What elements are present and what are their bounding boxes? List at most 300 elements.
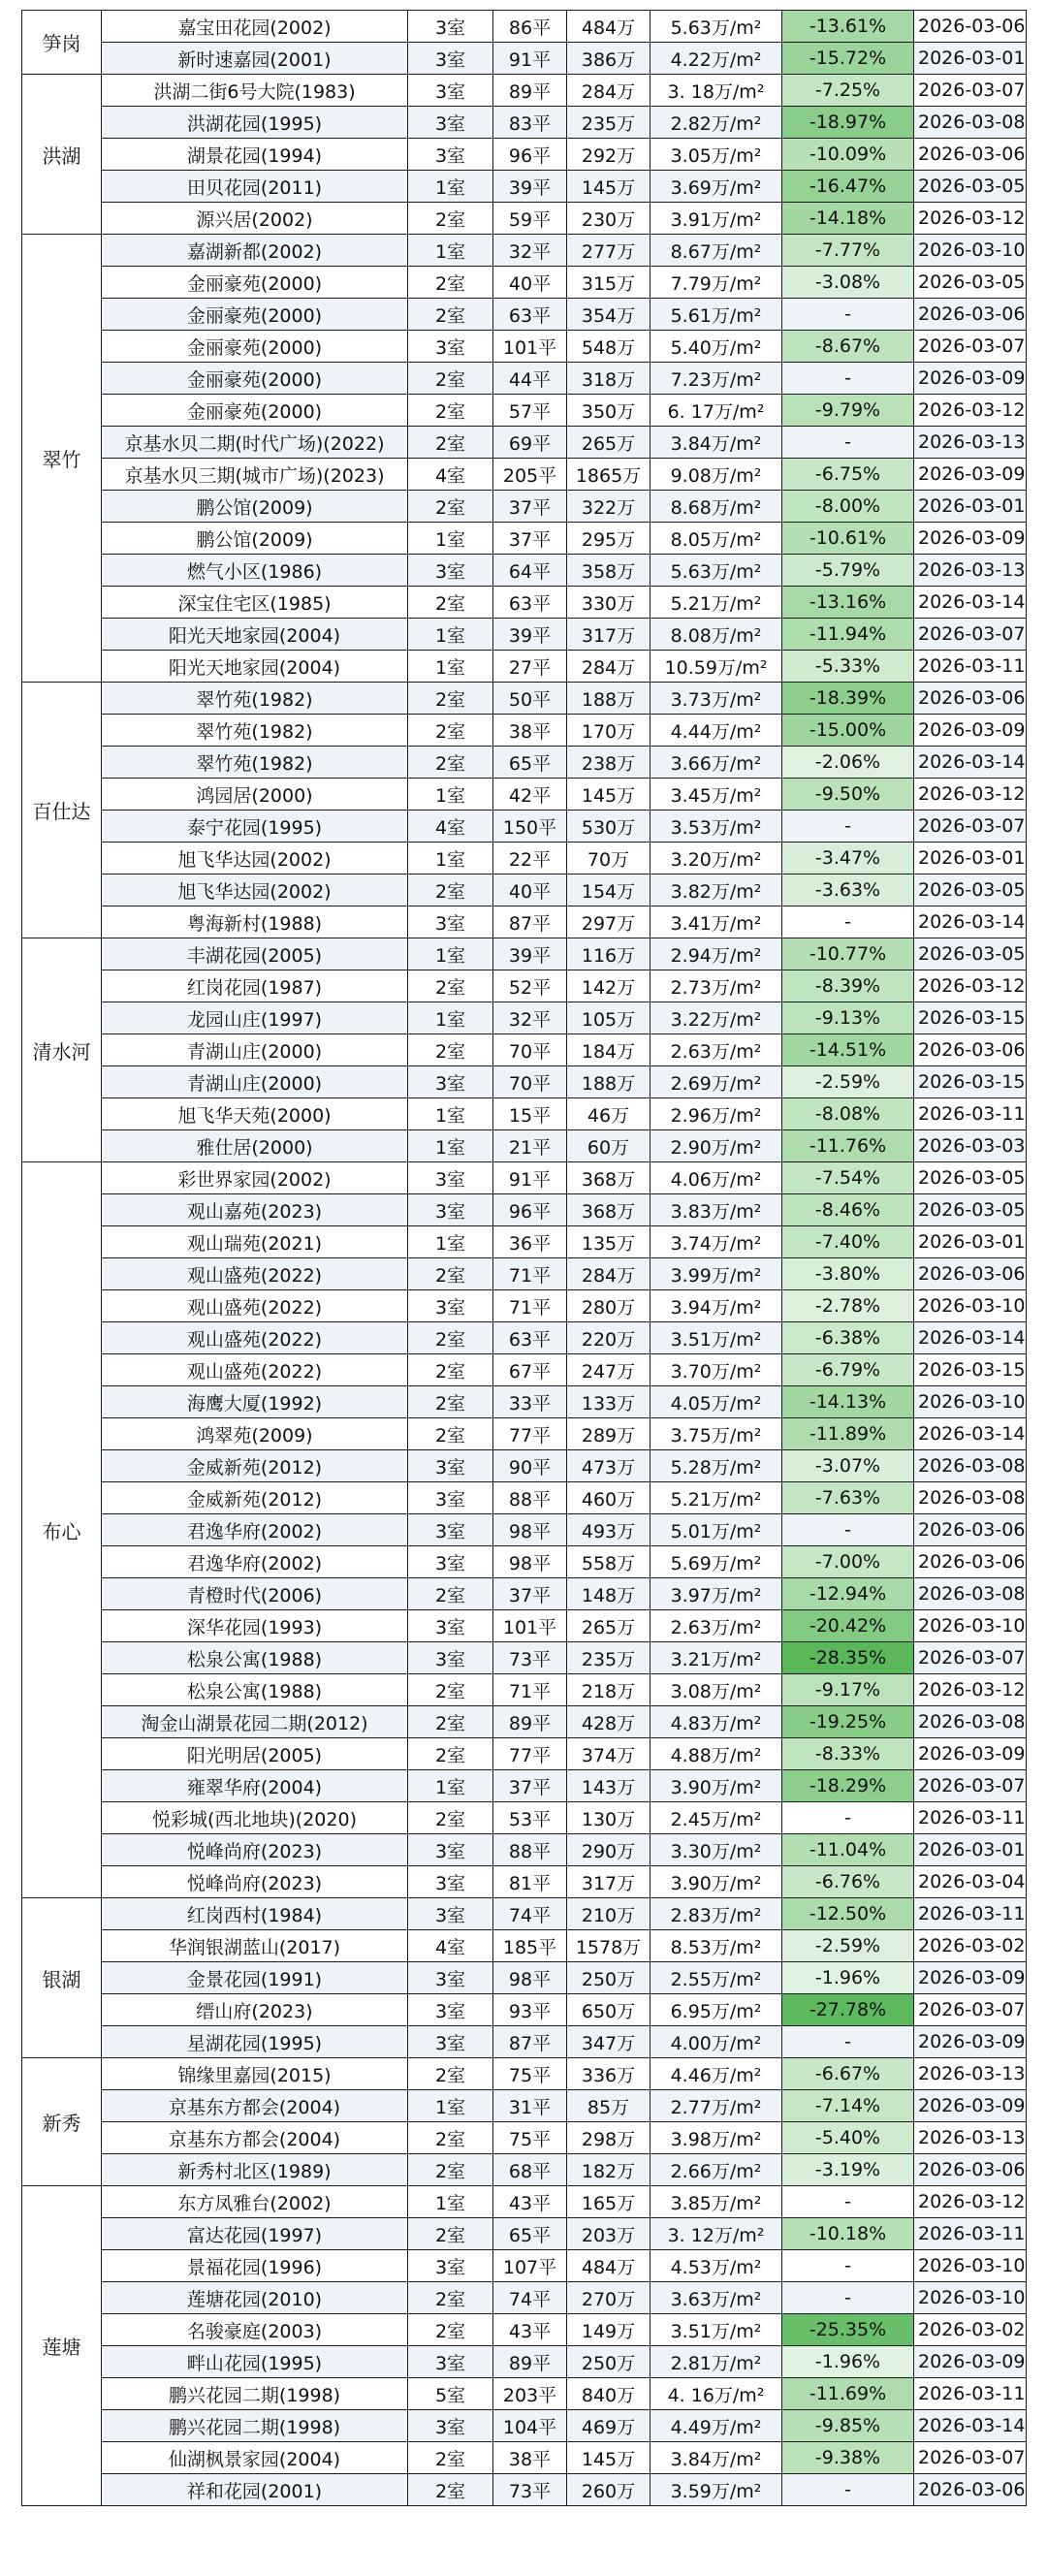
table-row — [22, 1162, 1027, 1194]
unit-price-cell: 3.99万/m² — [650, 1258, 782, 1290]
table-row — [22, 1642, 1027, 1674]
total-price-cell: 530万 — [567, 811, 650, 843]
table-row — [22, 491, 1027, 523]
listing-date-cell: 2026-03-11 — [914, 1802, 1027, 1834]
area-cell: 89平 — [493, 75, 567, 107]
area-cell: 38平 — [493, 715, 567, 747]
unit-price-cell: 2.55万/m² — [650, 1962, 782, 1994]
community-name-cell: 旭飞华达园(2002) — [102, 875, 408, 906]
unit-price-cell: 8.68万/m² — [650, 491, 782, 523]
total-price-cell: 284万 — [567, 1258, 650, 1290]
price-change-cell: -20.42% — [782, 1610, 914, 1642]
community-name-cell: 海鹰大厦(1992) — [102, 1386, 408, 1418]
table-row — [22, 2378, 1027, 2410]
unit-price-cell: 3.30万/m² — [650, 1834, 782, 1866]
room-count-cell: 1室 — [408, 779, 493, 811]
price-change-cell: -8.46% — [782, 1194, 914, 1226]
community-name-cell: 京基水贝三期(城市广场)(2023) — [102, 459, 408, 491]
room-count-cell: 5室 — [408, 2378, 493, 2410]
community-name-cell: 粤海新村(1988) — [102, 906, 408, 938]
room-count-cell: 1室 — [408, 843, 493, 875]
area-cell: 73平 — [493, 2474, 567, 2506]
total-price-cell: 182万 — [567, 2154, 650, 2186]
listing-date-cell: 2026-03-09 — [914, 2026, 1027, 2058]
room-count-cell: 3室 — [408, 1290, 493, 1322]
total-price-cell: 260万 — [567, 2474, 650, 2506]
room-count-cell: 4室 — [408, 459, 493, 491]
price-change-cell: -8.33% — [782, 1738, 914, 1770]
table-row — [22, 2282, 1027, 2314]
total-price-cell: 235万 — [567, 1642, 650, 1674]
community-name-cell: 洪湖花园(1995) — [102, 107, 408, 139]
price-change-cell: -14.18% — [782, 203, 914, 235]
area-cell: 65平 — [493, 2218, 567, 2250]
listing-date-cell: 2026-03-10 — [914, 2250, 1027, 2282]
room-count-cell: 3室 — [408, 43, 493, 75]
room-count-cell: 2室 — [408, 2218, 493, 2250]
unit-price-cell: 6.95万/m² — [650, 1994, 782, 2026]
area-cell: 203平 — [493, 2378, 567, 2410]
room-count-cell: 1室 — [408, 2186, 493, 2218]
listing-date-cell: 2026-03-11 — [914, 2218, 1027, 2250]
listing-date-cell: 2026-03-15 — [914, 1066, 1027, 1098]
price-change-cell: -6.79% — [782, 1354, 914, 1386]
community-name-cell: 丰湖花园(2005) — [102, 938, 408, 970]
area-cell: 150平 — [493, 811, 567, 843]
total-price-cell: 317万 — [567, 619, 650, 651]
price-change-cell: -14.13% — [782, 1386, 914, 1418]
table-row — [22, 1898, 1027, 1930]
listing-date-cell: 2026-03-07 — [914, 75, 1027, 107]
room-count-cell: 3室 — [408, 11, 493, 43]
table-row — [22, 459, 1027, 491]
area-cell: 96平 — [493, 1194, 567, 1226]
area-cell: 90平 — [493, 1450, 567, 1482]
community-name-cell: 观山盛苑(2022) — [102, 1354, 408, 1386]
total-price-cell: 317万 — [567, 1866, 650, 1898]
room-count-cell: 1室 — [408, 1002, 493, 1034]
listing-date-cell: 2026-03-14 — [914, 906, 1027, 938]
unit-price-cell: 3. 18万/m² — [650, 75, 782, 107]
table-row — [22, 235, 1027, 267]
area-cell: 70平 — [493, 1066, 567, 1098]
area-cell: 65平 — [493, 747, 567, 779]
total-price-cell: 184万 — [567, 1034, 650, 1066]
table-row — [22, 587, 1027, 619]
price-change-cell: -15.00% — [782, 715, 914, 747]
price-change-cell: -7.00% — [782, 1546, 914, 1578]
listing-date-cell: 2026-03-08 — [914, 1482, 1027, 1514]
unit-price-cell: 9.08万/m² — [650, 459, 782, 491]
community-name-cell: 悦彩城(西北地块)(2020) — [102, 1802, 408, 1834]
price-change-cell: -3.19% — [782, 2154, 914, 2186]
community-name-cell: 翠竹苑(1982) — [102, 715, 408, 747]
room-count-cell: 3室 — [408, 1546, 493, 1578]
area-cell: 64平 — [493, 555, 567, 587]
community-name-cell: 观山盛苑(2022) — [102, 1290, 408, 1322]
community-name-cell: 鸿翠苑(2009) — [102, 1418, 408, 1450]
area-cell: 21平 — [493, 1130, 567, 1162]
room-count-cell: 2室 — [408, 587, 493, 619]
room-count-cell: 2室 — [408, 1674, 493, 1706]
unit-price-cell: 2.96万/m² — [650, 1098, 782, 1130]
unit-price-cell: 4.83万/m² — [650, 1706, 782, 1738]
price-change-cell: -8.00% — [782, 491, 914, 523]
room-count-cell: 3室 — [408, 1994, 493, 2026]
table-row — [22, 779, 1027, 811]
listing-date-cell: 2026-03-11 — [914, 1098, 1027, 1130]
price-change-cell: -2.59% — [782, 1930, 914, 1962]
listing-date-cell: 2026-03-07 — [914, 619, 1027, 651]
total-price-cell: 428万 — [567, 1706, 650, 1738]
community-name-cell: 新秀村北区(1989) — [102, 2154, 408, 2186]
price-change-cell: - — [782, 363, 914, 395]
unit-price-cell: 3.05万/m² — [650, 139, 782, 171]
table-row — [22, 1578, 1027, 1610]
total-price-cell: 265万 — [567, 1610, 650, 1642]
total-price-cell: 290万 — [567, 1834, 650, 1866]
price-change-cell: -15.72% — [782, 43, 914, 75]
community-name-cell: 观山嘉苑(2023) — [102, 1194, 408, 1226]
listing-table-body — [22, 11, 1027, 2506]
listing-date-cell: 2026-03-11 — [914, 651, 1027, 683]
community-name-cell: 金丽豪苑(2000) — [102, 267, 408, 299]
room-count-cell: 3室 — [408, 1642, 493, 1674]
area-cell: 37平 — [493, 491, 567, 523]
table-row — [22, 1002, 1027, 1034]
listing-date-cell: 2026-03-01 — [914, 843, 1027, 875]
room-count-cell: 3室 — [408, 75, 493, 107]
listing-date-cell: 2026-03-15 — [914, 1002, 1027, 1034]
table-row — [22, 1866, 1027, 1898]
table-row — [22, 75, 1027, 107]
area-cell: 71平 — [493, 1674, 567, 1706]
unit-price-cell: 3.66万/m² — [650, 747, 782, 779]
table-row — [22, 1738, 1027, 1770]
price-change-cell: -7.14% — [782, 2090, 914, 2122]
area-cell: 57平 — [493, 395, 567, 427]
community-name-cell: 祥和花园(2001) — [102, 2474, 408, 2506]
room-count-cell: 1室 — [408, 619, 493, 651]
room-count-cell: 2室 — [408, 875, 493, 906]
room-count-cell: 2室 — [408, 683, 493, 715]
listing-date-cell: 2026-03-02 — [914, 1930, 1027, 1962]
unit-price-cell: 3.74万/m² — [650, 1226, 782, 1258]
total-price-cell: 116万 — [567, 938, 650, 970]
room-count-cell: 2室 — [408, 1258, 493, 1290]
listing-date-cell: 2026-03-06 — [914, 1546, 1027, 1578]
area-cell: 40平 — [493, 875, 567, 906]
room-count-cell: 2室 — [408, 970, 493, 1002]
listing-date-cell: 2026-03-12 — [914, 2186, 1027, 2218]
unit-price-cell: 2.69万/m² — [650, 1066, 782, 1098]
listing-date-cell: 2026-03-10 — [914, 1610, 1027, 1642]
district-name-cell: 笋岗 — [22, 11, 102, 75]
listing-date-cell: 2026-03-12 — [914, 970, 1027, 1002]
area-cell: 63平 — [493, 299, 567, 331]
total-price-cell: 336万 — [567, 2058, 650, 2090]
unit-price-cell: 4.88万/m² — [650, 1738, 782, 1770]
listing-date-cell: 2026-03-06 — [914, 139, 1027, 171]
area-cell: 87平 — [493, 906, 567, 938]
area-cell: 73平 — [493, 1642, 567, 1674]
total-price-cell: 235万 — [567, 107, 650, 139]
room-count-cell: 3室 — [408, 139, 493, 171]
area-cell: 37平 — [493, 1770, 567, 1802]
unit-price-cell: 4.05万/m² — [650, 1386, 782, 1418]
unit-price-cell: 3.97万/m² — [650, 1578, 782, 1610]
total-price-cell: 265万 — [567, 427, 650, 459]
unit-price-cell: 3.51万/m² — [650, 2314, 782, 2346]
community-name-cell: 仙湖枫景家园(2004) — [102, 2442, 408, 2474]
area-cell: 71平 — [493, 1258, 567, 1290]
total-price-cell: 292万 — [567, 139, 650, 171]
area-cell: 33平 — [493, 1386, 567, 1418]
price-change-cell: -10.77% — [782, 938, 914, 970]
unit-price-cell: 5.01万/m² — [650, 1514, 782, 1546]
area-cell: 104平 — [493, 2410, 567, 2442]
unit-price-cell: 3.59万/m² — [650, 2474, 782, 2506]
unit-price-cell: 5.21万/m² — [650, 587, 782, 619]
table-row — [22, 811, 1027, 843]
community-name-cell: 松泉公寓(1988) — [102, 1674, 408, 1706]
community-name-cell: 观山盛苑(2022) — [102, 1258, 408, 1290]
room-count-cell: 2室 — [408, 1738, 493, 1770]
table-row — [22, 1482, 1027, 1514]
total-price-cell: 358万 — [567, 555, 650, 587]
total-price-cell: 558万 — [567, 1546, 650, 1578]
total-price-cell: 165万 — [567, 2186, 650, 2218]
district-name-cell: 洪湖 — [22, 75, 102, 235]
price-change-cell: - — [782, 1802, 914, 1834]
total-price-cell: 347万 — [567, 2026, 650, 2058]
listing-date-cell: 2026-03-02 — [914, 2314, 1027, 2346]
community-name-cell: 鹏兴花园二期(1998) — [102, 2378, 408, 2410]
listing-date-cell: 2026-03-09 — [914, 2090, 1027, 2122]
total-price-cell: 188万 — [567, 1066, 650, 1098]
listing-date-cell: 2026-03-12 — [914, 779, 1027, 811]
price-change-cell: -7.63% — [782, 1482, 914, 1514]
listing-date-cell: 2026-03-14 — [914, 747, 1027, 779]
room-count-cell: 2室 — [408, 1322, 493, 1354]
table-row — [22, 1514, 1027, 1546]
total-price-cell: 289万 — [567, 1418, 650, 1450]
room-count-cell: 1室 — [408, 1226, 493, 1258]
listing-date-cell: 2026-03-07 — [914, 2442, 1027, 2474]
table-row — [22, 1450, 1027, 1482]
area-cell: 36平 — [493, 1226, 567, 1258]
table-row — [22, 2218, 1027, 2250]
price-change-cell: -8.08% — [782, 1098, 914, 1130]
area-cell: 96平 — [493, 139, 567, 171]
price-change-cell: -18.39% — [782, 683, 914, 715]
listing-date-cell: 2026-03-07 — [914, 811, 1027, 843]
community-name-cell: 青湖山庄(2000) — [102, 1066, 408, 1098]
price-change-cell: -9.38% — [782, 2442, 914, 2474]
total-price-cell: 133万 — [567, 1386, 650, 1418]
room-count-cell: 2室 — [408, 747, 493, 779]
community-name-cell: 泰宁花园(1995) — [102, 811, 408, 843]
community-name-cell: 青湖山庄(2000) — [102, 1034, 408, 1066]
unit-price-cell: 5.61万/m² — [650, 299, 782, 331]
unit-price-cell: 3.21万/m² — [650, 1642, 782, 1674]
table-row — [22, 1418, 1027, 1450]
table-row — [22, 1610, 1027, 1642]
unit-price-cell: 2.77万/m² — [650, 2090, 782, 2122]
unit-price-cell: 3.82万/m² — [650, 875, 782, 906]
area-cell: 68平 — [493, 2154, 567, 2186]
total-price-cell: 548万 — [567, 331, 650, 363]
total-price-cell: 250万 — [567, 2346, 650, 2378]
listing-date-cell: 2026-03-09 — [914, 1962, 1027, 1994]
room-count-cell: 2室 — [408, 395, 493, 427]
table-row — [22, 1226, 1027, 1258]
table-row — [22, 1994, 1027, 2026]
unit-price-cell: 3.70万/m² — [650, 1354, 782, 1386]
price-change-cell: -2.59% — [782, 1066, 914, 1098]
price-change-cell: -18.97% — [782, 107, 914, 139]
total-price-cell: 218万 — [567, 1674, 650, 1706]
listing-date-cell: 2026-03-06 — [914, 1514, 1027, 1546]
table-row — [22, 747, 1027, 779]
area-cell: 88平 — [493, 1482, 567, 1514]
room-count-cell: 2室 — [408, 1578, 493, 1610]
room-count-cell: 3室 — [408, 1482, 493, 1514]
area-cell: 93平 — [493, 1994, 567, 2026]
table-row — [22, 43, 1027, 75]
room-count-cell: 1室 — [408, 1130, 493, 1162]
total-price-cell: 149万 — [567, 2314, 650, 2346]
table-row — [22, 1706, 1027, 1738]
area-cell: 91平 — [493, 1162, 567, 1194]
price-change-cell: -16.47% — [782, 171, 914, 203]
unit-price-cell: 3.94万/m² — [650, 1290, 782, 1322]
listing-date-cell: 2026-03-08 — [914, 107, 1027, 139]
community-name-cell: 金景花园(1991) — [102, 1962, 408, 1994]
room-count-cell: 2室 — [408, 2282, 493, 2314]
price-change-cell: -11.76% — [782, 1130, 914, 1162]
table-row — [22, 395, 1027, 427]
area-cell: 88平 — [493, 1834, 567, 1866]
unit-price-cell: 8.08万/m² — [650, 619, 782, 651]
room-count-cell: 2室 — [408, 2442, 493, 2474]
community-name-cell: 锦缘里嘉园(2015) — [102, 2058, 408, 2090]
area-cell: 89平 — [493, 1706, 567, 1738]
area-cell: 40平 — [493, 267, 567, 299]
listing-date-cell: 2026-03-06 — [914, 2154, 1027, 2186]
unit-price-cell: 8.05万/m² — [650, 523, 782, 555]
total-price-cell: 460万 — [567, 1482, 650, 1514]
price-change-cell: -9.85% — [782, 2410, 914, 2442]
unit-price-cell: 3.69万/m² — [650, 171, 782, 203]
price-change-cell: -3.80% — [782, 1258, 914, 1290]
table-row — [22, 1322, 1027, 1354]
community-name-cell: 龙园山庄(1997) — [102, 1002, 408, 1034]
room-count-cell: 2室 — [408, 1418, 493, 1450]
listing-date-cell: 2026-03-01 — [914, 43, 1027, 75]
price-change-cell: -6.76% — [782, 1866, 914, 1898]
area-cell: 37平 — [493, 1578, 567, 1610]
community-name-cell: 田贝花园(2011) — [102, 171, 408, 203]
community-name-cell: 京基东方都会(2004) — [102, 2090, 408, 2122]
area-cell: 63平 — [493, 587, 567, 619]
community-name-cell: 名骏豪庭(2003) — [102, 2314, 408, 2346]
room-count-cell: 3室 — [408, 2250, 493, 2282]
unit-price-cell: 3.91万/m² — [650, 203, 782, 235]
price-change-cell: -9.17% — [782, 1674, 914, 1706]
community-name-cell: 星湖花园(1995) — [102, 2026, 408, 2058]
listing-date-cell: 2026-03-06 — [914, 11, 1027, 43]
unit-price-cell: 2.63万/m² — [650, 1034, 782, 1066]
unit-price-cell: 3.08万/m² — [650, 1674, 782, 1706]
community-name-cell: 东方凤雅台(2002) — [102, 2186, 408, 2218]
total-price-cell: 143万 — [567, 1770, 650, 1802]
total-price-cell: 250万 — [567, 1962, 650, 1994]
area-cell: 77平 — [493, 1418, 567, 1450]
unit-price-cell: 4.53万/m² — [650, 2250, 782, 2282]
total-price-cell: 354万 — [567, 299, 650, 331]
table-row — [22, 299, 1027, 331]
price-change-cell: -3.07% — [782, 1450, 914, 1482]
area-cell: 43平 — [493, 2314, 567, 2346]
price-change-cell: -10.61% — [782, 523, 914, 555]
room-count-cell: 3室 — [408, 1834, 493, 1866]
unit-price-cell: 3.20万/m² — [650, 843, 782, 875]
price-change-cell: -7.77% — [782, 235, 914, 267]
table-row — [22, 555, 1027, 587]
listing-date-cell: 2026-03-09 — [914, 523, 1027, 555]
total-price-cell: 840万 — [567, 2378, 650, 2410]
community-name-cell: 嘉宝田花园(2002) — [102, 11, 408, 43]
price-change-cell: -1.96% — [782, 2346, 914, 2378]
total-price-cell: 60万 — [567, 1130, 650, 1162]
room-count-cell: 2室 — [408, 1354, 493, 1386]
unit-price-cell: 2.66万/m² — [650, 2154, 782, 2186]
unit-price-cell: 5.21万/m² — [650, 1482, 782, 1514]
total-price-cell: 46万 — [567, 1098, 650, 1130]
room-count-cell: 2室 — [408, 1706, 493, 1738]
table-row — [22, 2346, 1027, 2378]
community-name-cell: 新时速嘉园(2001) — [102, 43, 408, 75]
community-name-cell: 鹏兴花园二期(1998) — [102, 2410, 408, 2442]
table-row — [22, 2250, 1027, 2282]
area-cell: 53平 — [493, 1802, 567, 1834]
listing-date-cell: 2026-03-14 — [914, 1322, 1027, 1354]
price-change-cell: -11.69% — [782, 2378, 914, 2410]
area-cell: 91平 — [493, 43, 567, 75]
table-row — [22, 2442, 1027, 2474]
listing-date-cell: 2026-03-07 — [914, 1642, 1027, 1674]
area-cell: 15平 — [493, 1098, 567, 1130]
listing-date-cell: 2026-03-07 — [914, 331, 1027, 363]
table-row — [22, 203, 1027, 235]
listing-date-cell: 2026-03-14 — [914, 587, 1027, 619]
table-row — [22, 267, 1027, 299]
total-price-cell: 220万 — [567, 1322, 650, 1354]
listing-date-cell: 2026-03-05 — [914, 938, 1027, 970]
unit-price-cell: 5.40万/m² — [650, 331, 782, 363]
price-change-cell: - — [782, 2282, 914, 2314]
unit-price-cell: 10.59万/m² — [650, 651, 782, 683]
price-change-cell: -28.35% — [782, 1642, 914, 1674]
table-row — [22, 2026, 1027, 2058]
unit-price-cell: 3.83万/m² — [650, 1194, 782, 1226]
district-name-cell: 新秀 — [22, 2058, 102, 2186]
table-row — [22, 1258, 1027, 1290]
community-name-cell: 阳光明居(2005) — [102, 1738, 408, 1770]
price-change-cell: - — [782, 2026, 914, 2058]
unit-price-cell: 5.63万/m² — [650, 555, 782, 587]
